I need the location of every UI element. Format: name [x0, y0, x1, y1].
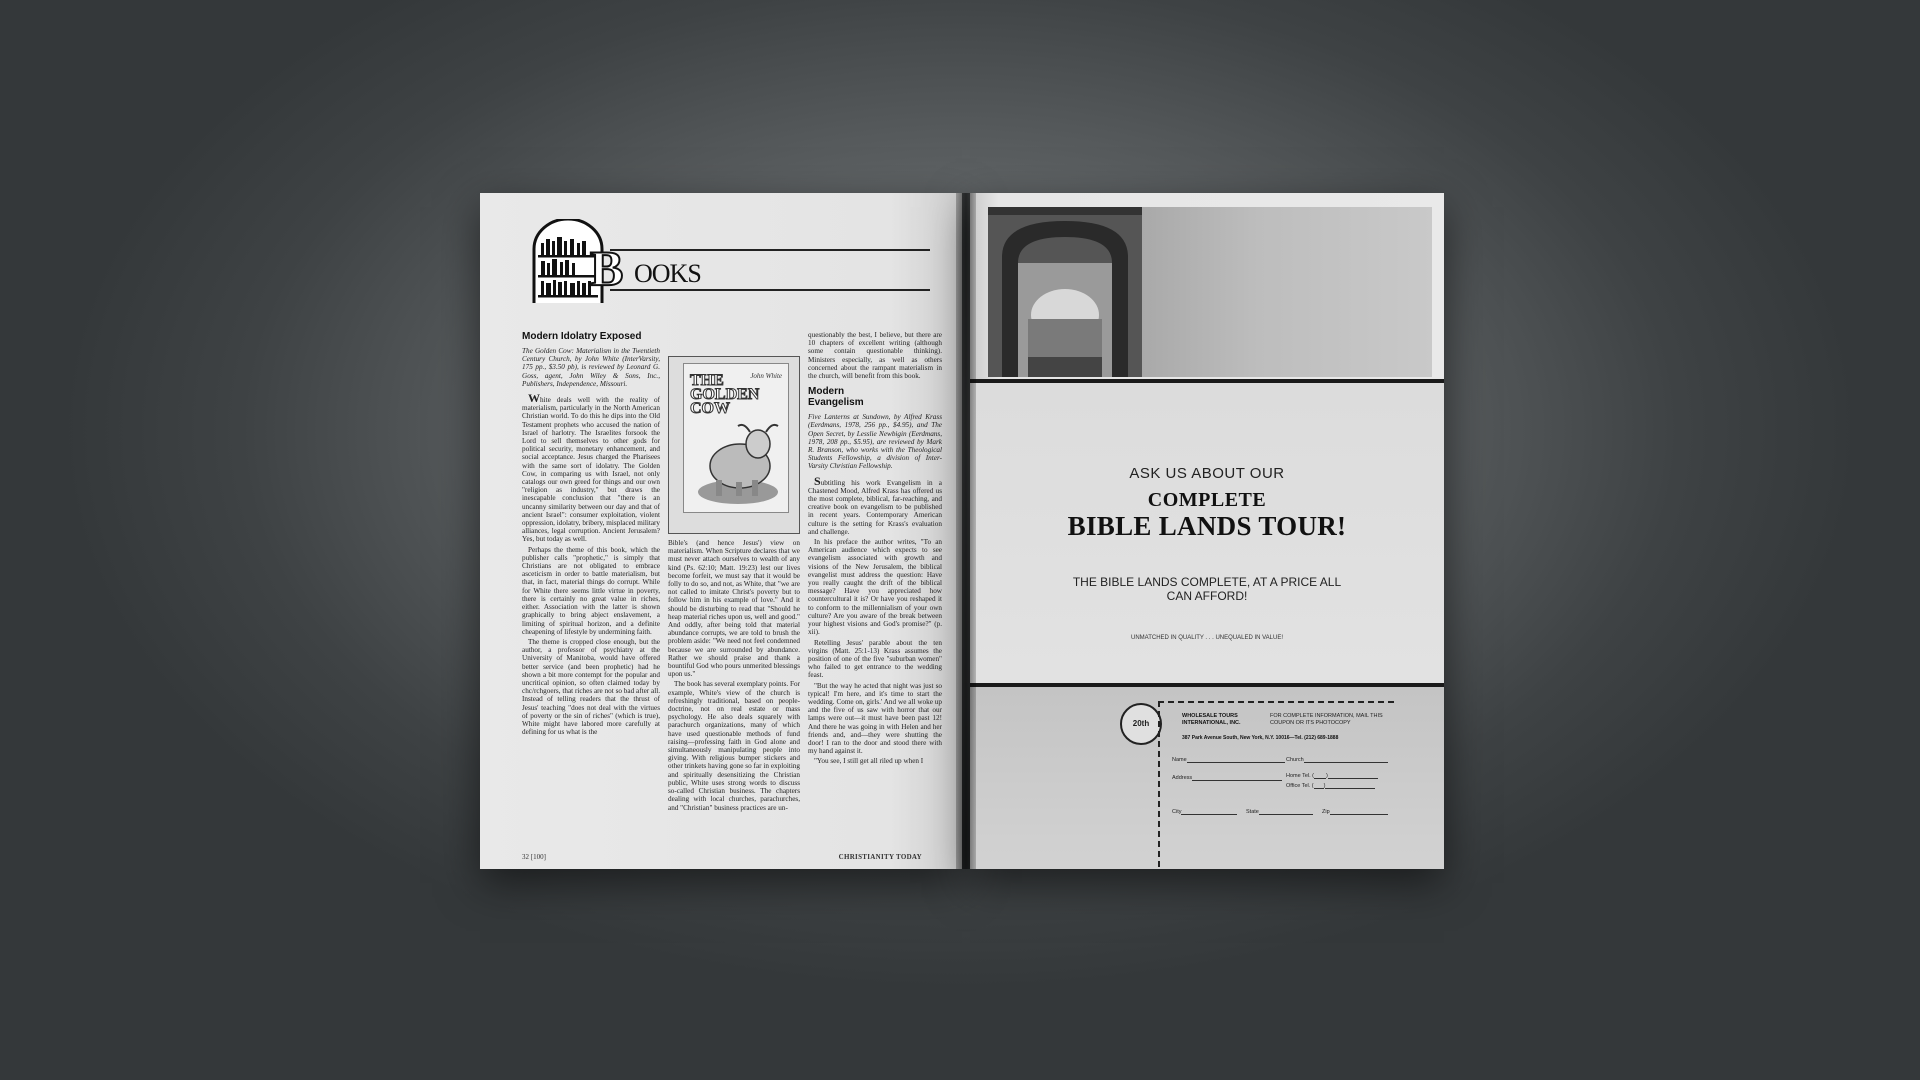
- state-field[interactable]: [1246, 809, 1313, 815]
- ad-headline-block: [970, 383, 1444, 683]
- home-tel-label: Home Tel. (: [1286, 773, 1315, 779]
- left-page: [480, 193, 962, 869]
- paragraph: The book has several exemplary points. For example, White's view of the church is refreshingly traditional, based on people-doctrine, not on real estate or mass psychology. He also deals squarely with parachurch organizations, many of which have used questionable methods of fund raising—professing faith in God alone and simultaneously manipulating people into giving. With religious bumper stickers and other trinkets having gone so far in exploiting and spiritually desensitizing the Christian public, White uses strong words to discuss so-called Christian business. The chapters dealing with local churches, parachurches, and "Christian" business practices are un-: [668, 680, 800, 812]
- paragraph: White deals well with the reality of materialism, particularly in the North American Christian world. To do this he dips into the Old Testament prophets who accused the nation of Israel of harlotry. The Israelites forsook the Lord to sell themselves to other gods for political security, monetary enhancement, and social acceptance. Jesus charged the Pharisees with the same sort of idolatry. The Golden Cow, in comparing us with Israel, not only catalogs our own greed for things and our own "religion as industry," but draws the inescapable conclusion that "there is an uncanny similarity between our day and that of ancient Israel": consumer exploitation, violent oppression, idolatry, bribery, misplaced military alliances, legal corruption. Ancient Jerusalem? Yes, but today as well.: [522, 391, 660, 544]
- paragraph: "You see, I still get all riled up when I: [814, 757, 924, 766]
- section-title: OOKS: [634, 259, 701, 288]
- paragraph: "But the way he acted that night was just so typical! I'm here, and it's time to start the wedding. Come on, girls.' And we all woke up and the five of us saw with horror that our lamps were out—it must have been past 12! And there he was going in with Helen and her friends and, and—they were shutting the door! I ran to the door and stood there with my hand against it.: [808, 681, 942, 756]
- header-rule-bottom: [610, 289, 930, 291]
- paragraph: In his preface the author writes, "To an American audience which expects to see evangelism associated with growth and visions of the New Jerusalem, the biblical evangelist must address the question: Have you really caught the drift of the biblical message? Have you appreciated how countercultural it is? Or have you reshaped it to conform to the millennialism of your own culture? Are you aware of the break between your highest visions and God's promise?" (p. xii).: [808, 538, 942, 637]
- ad-ask-line: ASK US ABOUT OUR: [1129, 465, 1285, 482]
- coupon-area: [970, 687, 1444, 869]
- paragraph: The theme is cropped close enough, but the author, a professor of psychiatry at the University of Manitoba, would have offered better service (and been prophetic) had he shown a bit more contempt for the popular and uncritical opinion, so often claimed today by chc/rchgoers, that riches are not so bad after all. Instead of telling readers that the thrust of Jesus' teaching "does not deal with the virtues of poverty or the sin of riches" (which is true), White might have labored more carefully at defining for us what is the: [522, 637, 660, 737]
- section-initial: B: [590, 240, 622, 296]
- cover-author: John White: [750, 372, 782, 380]
- review-byline: Five Lanterns at Sundown, by Alfred Krass (Eerdmans, 1978, 256 pp., $4.95), and The Open Secret, by Lesslie Newbigin (Eerdmans, 1978, 208 pp., $5.95), are reviewed by Mark R. Branson, who works with the Theological Students Fellowship, a division of Inter-Varsity Christian Fellowship.: [808, 413, 942, 471]
- paragraph: Retelling Jesus' parable about the ten virgins (Matt. 25:1-13) Krass assumes the position of one of the five "suburban women" who failed to get entrance to the wedding feast.: [808, 638, 942, 680]
- article-column-3: [808, 331, 942, 851]
- ad-tagline: UNMATCHED IN QUALITY . . . UNEQUALED IN VALUE!: [1130, 635, 1284, 641]
- spine-shadow: [956, 193, 976, 869]
- paragraph: Subtitling his work Evangelism in a Chastened Mood, Alfred Krass has offered us the most complete, biblical, far-reaching, and creative book on evangelism to be published in recent years. Contemporary American culture is the setting for Krass's evaluation and challenge.: [808, 473, 942, 536]
- book-cover-image: [668, 356, 800, 534]
- city-label: City: [1172, 809, 1182, 815]
- zip-field[interactable]: [1322, 809, 1388, 815]
- dome-of-the-rock-photo: [988, 207, 1142, 377]
- ad-subheadline: THE BIBLE LANDS COMPLETE, AT A PRICE ALL CAN AFFORD!: [1072, 575, 1342, 603]
- church-field[interactable]: [1286, 757, 1388, 763]
- books-section-header: [530, 219, 930, 303]
- coupon-instructions: FOR COMPLETE INFORMATION, MAIL THIS COUPON OR ITS PHOTOCOPY: [1270, 713, 1383, 726]
- company-address: 387 Park Avenue South, New York, N.Y. 10016—Tel. (212) 689-1888: [1182, 735, 1339, 741]
- anniversary-badge: 20th: [1120, 703, 1162, 745]
- company-name: WHOLESALE TOURS INTERNATIONAL, INC.: [1182, 713, 1241, 726]
- right-page-advertisement: [970, 193, 1444, 869]
- paragraph: questionably the best, I believe, but there are 10 chapters of excellent writing (although some contain questionable thinking). Ministers especially, as well as others concerned about the rampant materialism in the church, will benefit from this book.: [808, 331, 942, 381]
- zip-label: Zip: [1322, 809, 1330, 815]
- page-number: 32 [100]: [522, 853, 546, 861]
- name-label: Name: [1172, 757, 1187, 763]
- article-heading: Modern Evangelism: [808, 386, 864, 409]
- office-tel-paren: ): [1323, 783, 1326, 789]
- cover-title: THE GOLDEN COW: [690, 372, 760, 417]
- golden-cow-illustration: [692, 414, 784, 510]
- church-label: Church: [1286, 757, 1304, 763]
- magazine-title-footer: CHRISTIANITY TODAY: [838, 853, 922, 861]
- ad-complete-line: COMPLETE: [1147, 489, 1267, 511]
- state-label: State: [1246, 809, 1259, 815]
- review-byline: The Golden Cow: Materialism in the Twentieth Century Church, by John White (InterVarsity, 175 pp., $3.50 pb), is reviewed by Leonard G. Goss, agent, John Wiley & Sons, Inc., Publishers, Independence, Missouri.: [522, 347, 660, 388]
- home-tel-paren: ): [1326, 773, 1328, 779]
- article-column-1: [522, 331, 660, 851]
- mail-coupon: [1158, 701, 1394, 867]
- ad-tour-title: BIBLE LANDS TOUR!: [1067, 511, 1347, 541]
- office-tel-field[interactable]: [1286, 783, 1375, 789]
- address-label: Address: [1172, 775, 1193, 781]
- name-field[interactable]: [1172, 757, 1285, 763]
- article-heading: Modern Idolatry Exposed: [522, 331, 642, 342]
- article-column-2: [668, 539, 800, 853]
- city-field[interactable]: [1172, 809, 1237, 815]
- paragraph: Bible's (and hence Jesus') view on materialism. When Scripture declares that we must never attach ourselves to wealth of any kind (Ps. 62:10; Matt. 19:23) lest our lives become forfeit, we must say that it would be folly to do so, and not, as White, that "we are not called to imitate Christ's poverty but to follow him in his example of love." And it should be disturbing to read that "Should he heap material riches upon us, well and good." And oddly, after being told that material abundance corrupts, we are told to brush the problem aside: "We need not feel condemned because we are surrounded by abundance. Rather we should praise and thank a bountiful God who pours unmerited blessings upon us.": [668, 539, 800, 679]
- photo-background: [1142, 207, 1432, 377]
- photo-illustration: [988, 207, 1142, 377]
- home-tel-field[interactable]: [1286, 773, 1378, 779]
- magazine-spread: [480, 193, 1444, 869]
- office-tel-label: Office Tel. (: [1286, 783, 1314, 789]
- header-rule-top: [610, 249, 930, 251]
- cover-panel: [683, 363, 789, 513]
- paragraph: Perhaps the theme of this book, which the publisher calls "prophetic," is simply that Christians are not obligated to embrace asceticism in order to battle materialism, but that, in fact, material things do corrupt. While for White there seems little virtue in poverty, there is certainly no great value in riches, either. Association with the latter is shown graphically to bring abject enslavement, a limiting of spiritual horizon, and a definite cheapening of lifestyle by undermining faith.: [522, 545, 660, 636]
- address-field[interactable]: [1172, 775, 1282, 781]
